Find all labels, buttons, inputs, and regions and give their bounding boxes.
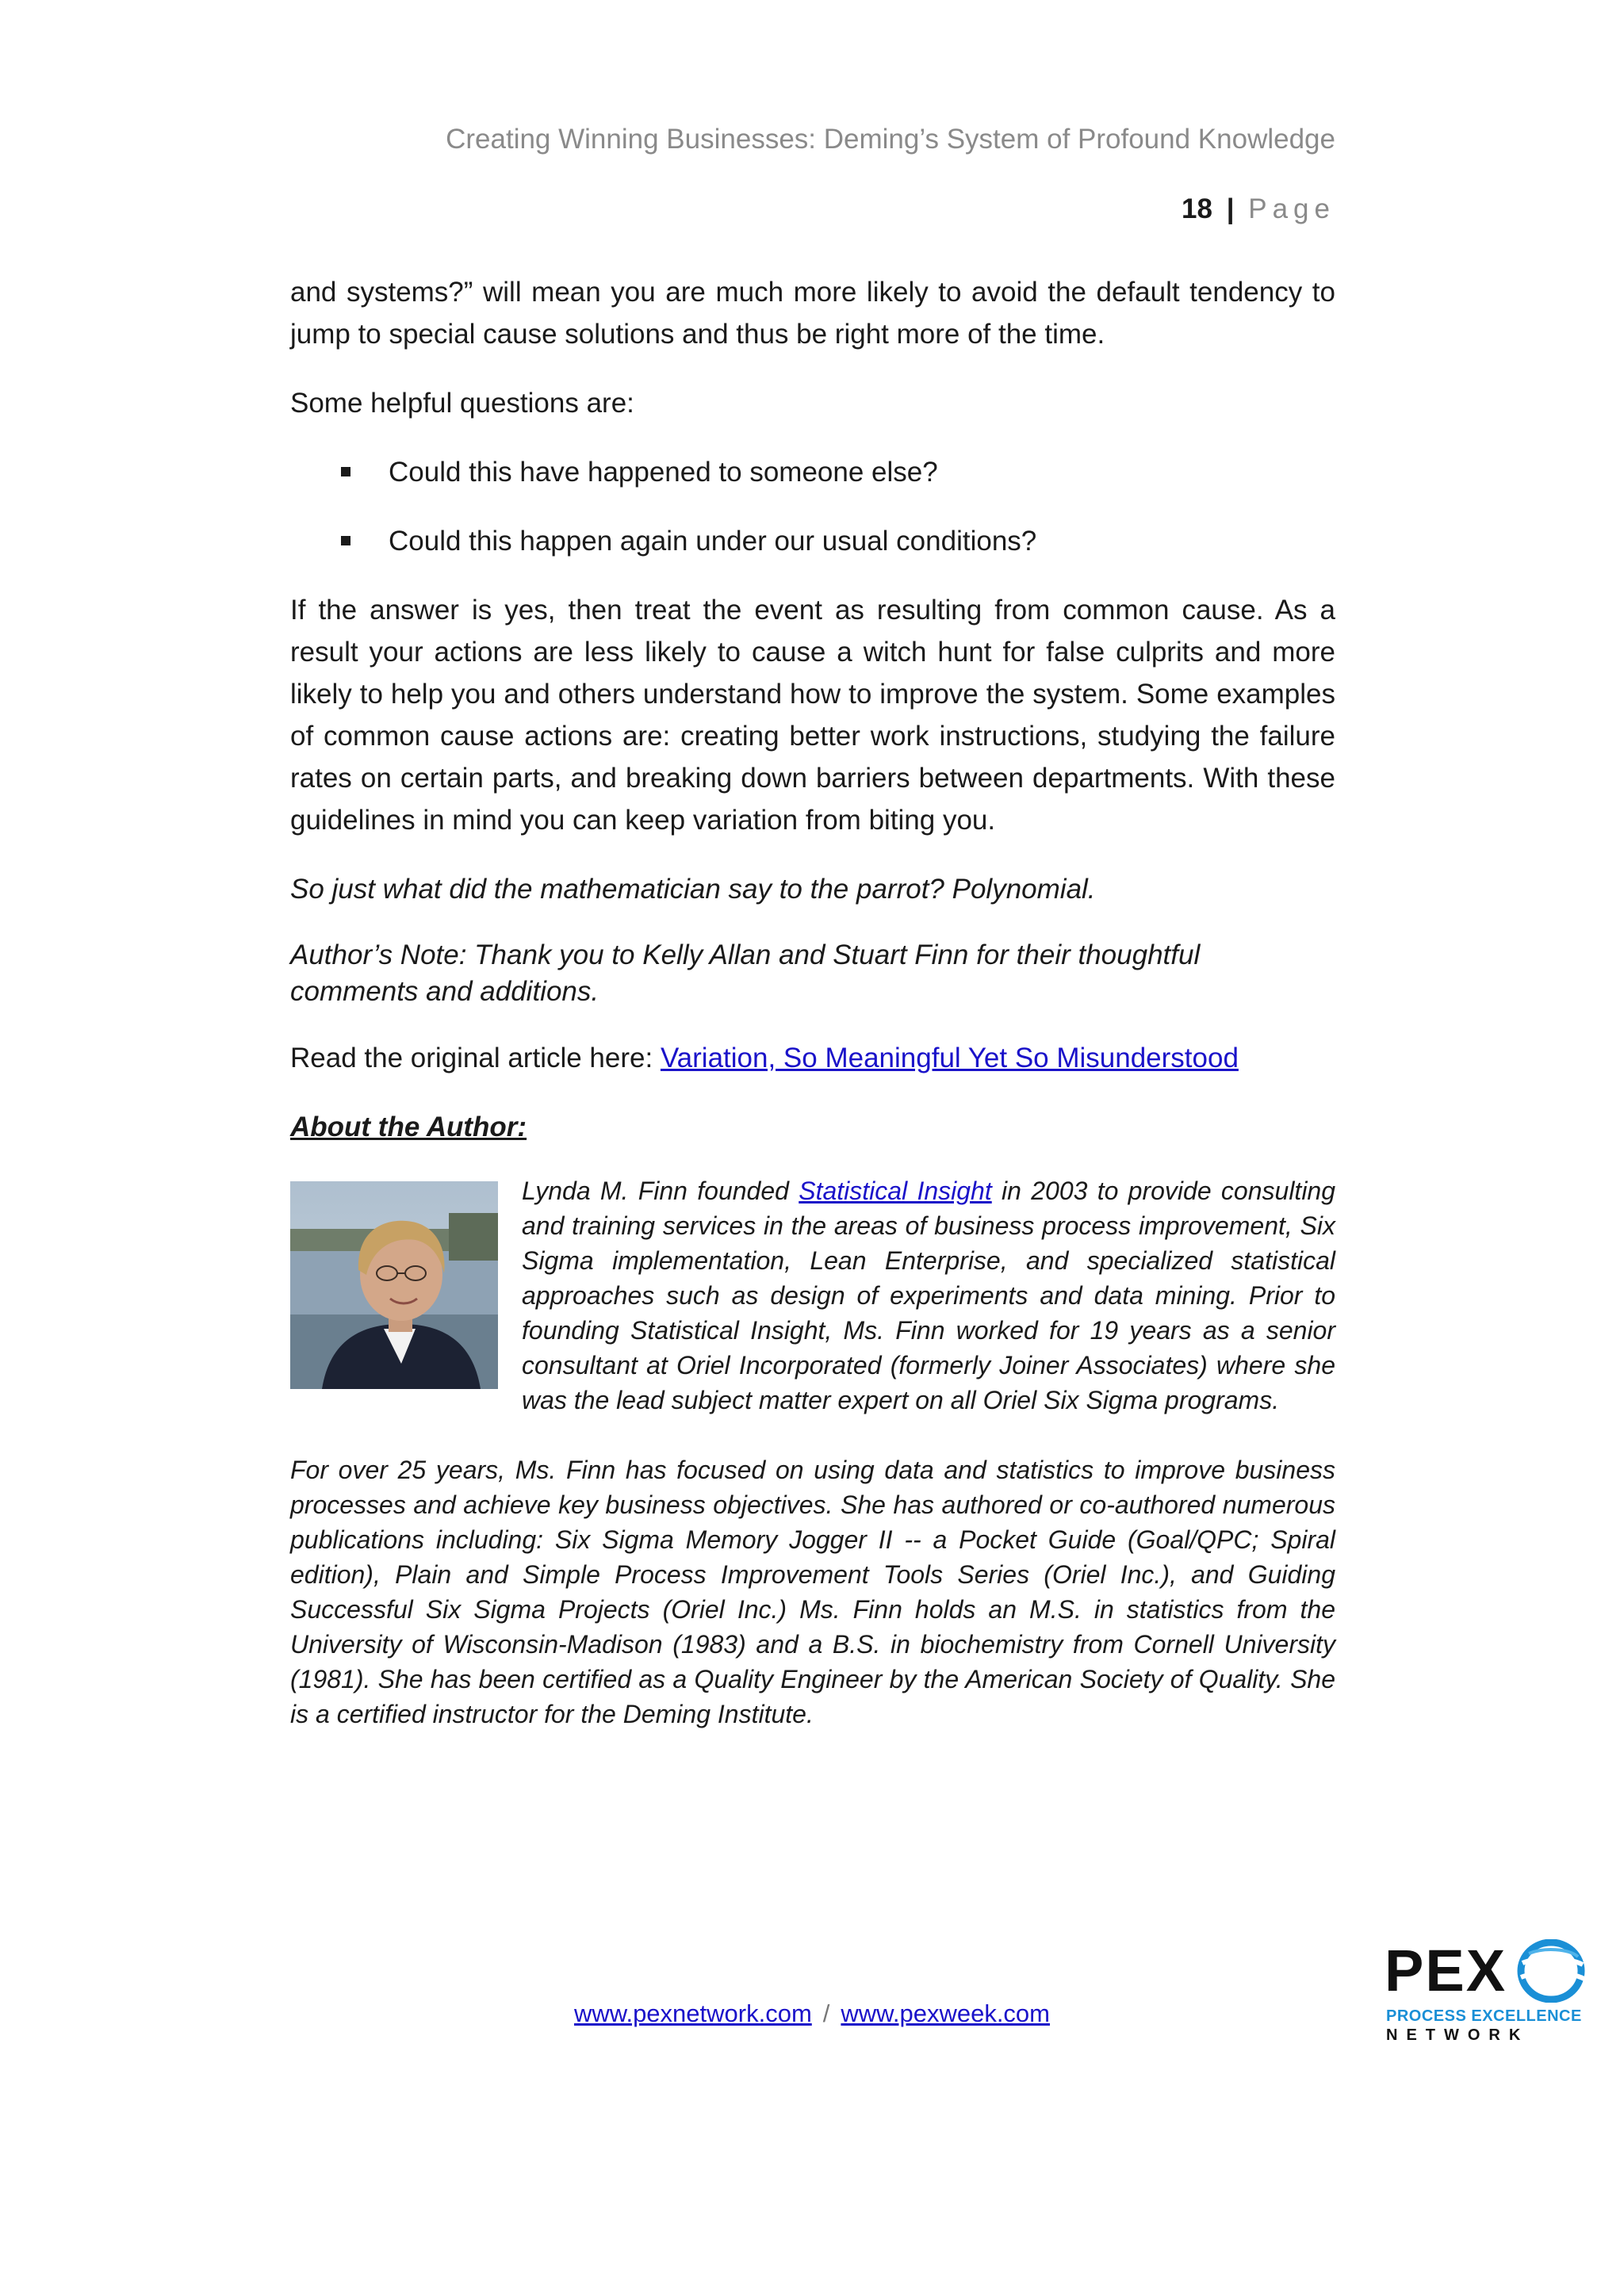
- about-author-heading: About the Author:: [290, 1112, 527, 1142]
- paragraph-3: If the answer is yes, then treat the event as resulting from common cause. As a result your actions are less likely to cause a witch hunt for false culprits and more likely to help you and others understand how to improve the system. Some examples of common cause actions are: creating better work instructions, studying the failure rates on certain parts, and breaking down barriers between departments. With these guidelines in mind you can keep variation from biting you.: [290, 595, 1335, 836]
- author-bio: [290, 1173, 1335, 1732]
- main-content: [290, 271, 1335, 1766]
- square-bullet-icon: [341, 536, 350, 545]
- list-item: [290, 520, 1335, 562]
- pex-logo-text: PEX: [1385, 1938, 1507, 2003]
- author-photo: [290, 1181, 498, 1389]
- original-article-link[interactable]: Variation, So Meaningful Yet So Misunderstood: [660, 1043, 1239, 1073]
- paragraph-1: and systems?” will mean you are much more likely to avoid the default tendency to jump to special cause solutions and thus be right more of the time.: [290, 277, 1335, 350]
- page-number: [1182, 193, 1335, 225]
- read-original-line: [290, 1037, 1335, 1079]
- pex-logo-line-1: PROCESS EXCELLENCE: [1386, 2007, 1582, 2025]
- read-original-prefix: Read the original article here:: [290, 1043, 661, 1073]
- page-number-value: 18: [1182, 193, 1212, 224]
- globe-icon: [1505, 1939, 1588, 2003]
- statistical-insight-link[interactable]: Statistical Insight: [799, 1177, 992, 1205]
- pexnetwork-link[interactable]: www.pexnetwork.com: [574, 1999, 812, 2027]
- question-list: [290, 451, 1335, 562]
- authors-note-line-2: comments and additions.: [290, 976, 599, 1007]
- authors-note: [290, 937, 1335, 1010]
- footer-links: [0, 1999, 1624, 2028]
- square-bullet-icon: [341, 467, 350, 476]
- pex-logo-line-2: NETWORK: [1386, 2026, 1530, 2044]
- pexweek-link[interactable]: www.pexweek.com: [841, 1999, 1050, 2027]
- bio-p1-before: Lynda M. Finn founded: [522, 1177, 799, 1205]
- page-number-separator: |: [1226, 193, 1235, 224]
- pex-logo: [1385, 1939, 1591, 2055]
- list-item: [290, 451, 1335, 493]
- paragraph-2: Some helpful questions are:: [290, 388, 634, 419]
- authors-note-line-1: Author’s Note: Thank you to Kelly Allan and Stuart Finn for their thoughtful: [290, 939, 1201, 970]
- bio-paragraph-2: For over 25 years, Ms. Finn has focused on using data and statistics to improve business processes and achieve key business objectives. She has authored or co-authored numerous publications including: Six Sigma Memory Jogger II -- a Pocket Guide (Goal/QPC; Spiral edition), Plain and Simple Process Improvement Tools Series (Oriel Inc.), and Guiding Successful Six Sigma Projects (Oriel Inc.) Ms. Finn holds an M.S. in statistics from the University of Wisconsin-Madison (1983) and a B.S. in biochemistry from Cornell University (1981). She has been certified as a Quality Engineer by the American Society of Quality. She is a certified instructor for the Deming Institute.: [290, 1456, 1335, 1728]
- joke-line: So just what did the mathematician say to the parrot? Polynomial.: [290, 874, 1096, 905]
- bio-p1-after: in 2003 to provide consulting and training services in the areas of business process improvement, Six Sigma implementation, Lean Enterprise, and specialized statistical approaches such as design of experiments and data mining. Prior to founding Statistical Insight, Ms. Finn worked for 19 years as a senior consultant at Oriel Incorporated (formerly Joiner Associates) where she was the lead subject matter expert on all Oriel Six Sigma programs.: [522, 1177, 1336, 1414]
- footer-slash: /: [822, 1999, 830, 2027]
- running-title: Creating Winning Businesses: Deming’s System of Profound Knowledge: [446, 124, 1335, 155]
- list-item-text: Could this happen again under our usual conditions?: [389, 526, 1037, 557]
- page-word: Page: [1248, 193, 1335, 224]
- list-item-text: Could this have happened to someone else?: [389, 457, 938, 488]
